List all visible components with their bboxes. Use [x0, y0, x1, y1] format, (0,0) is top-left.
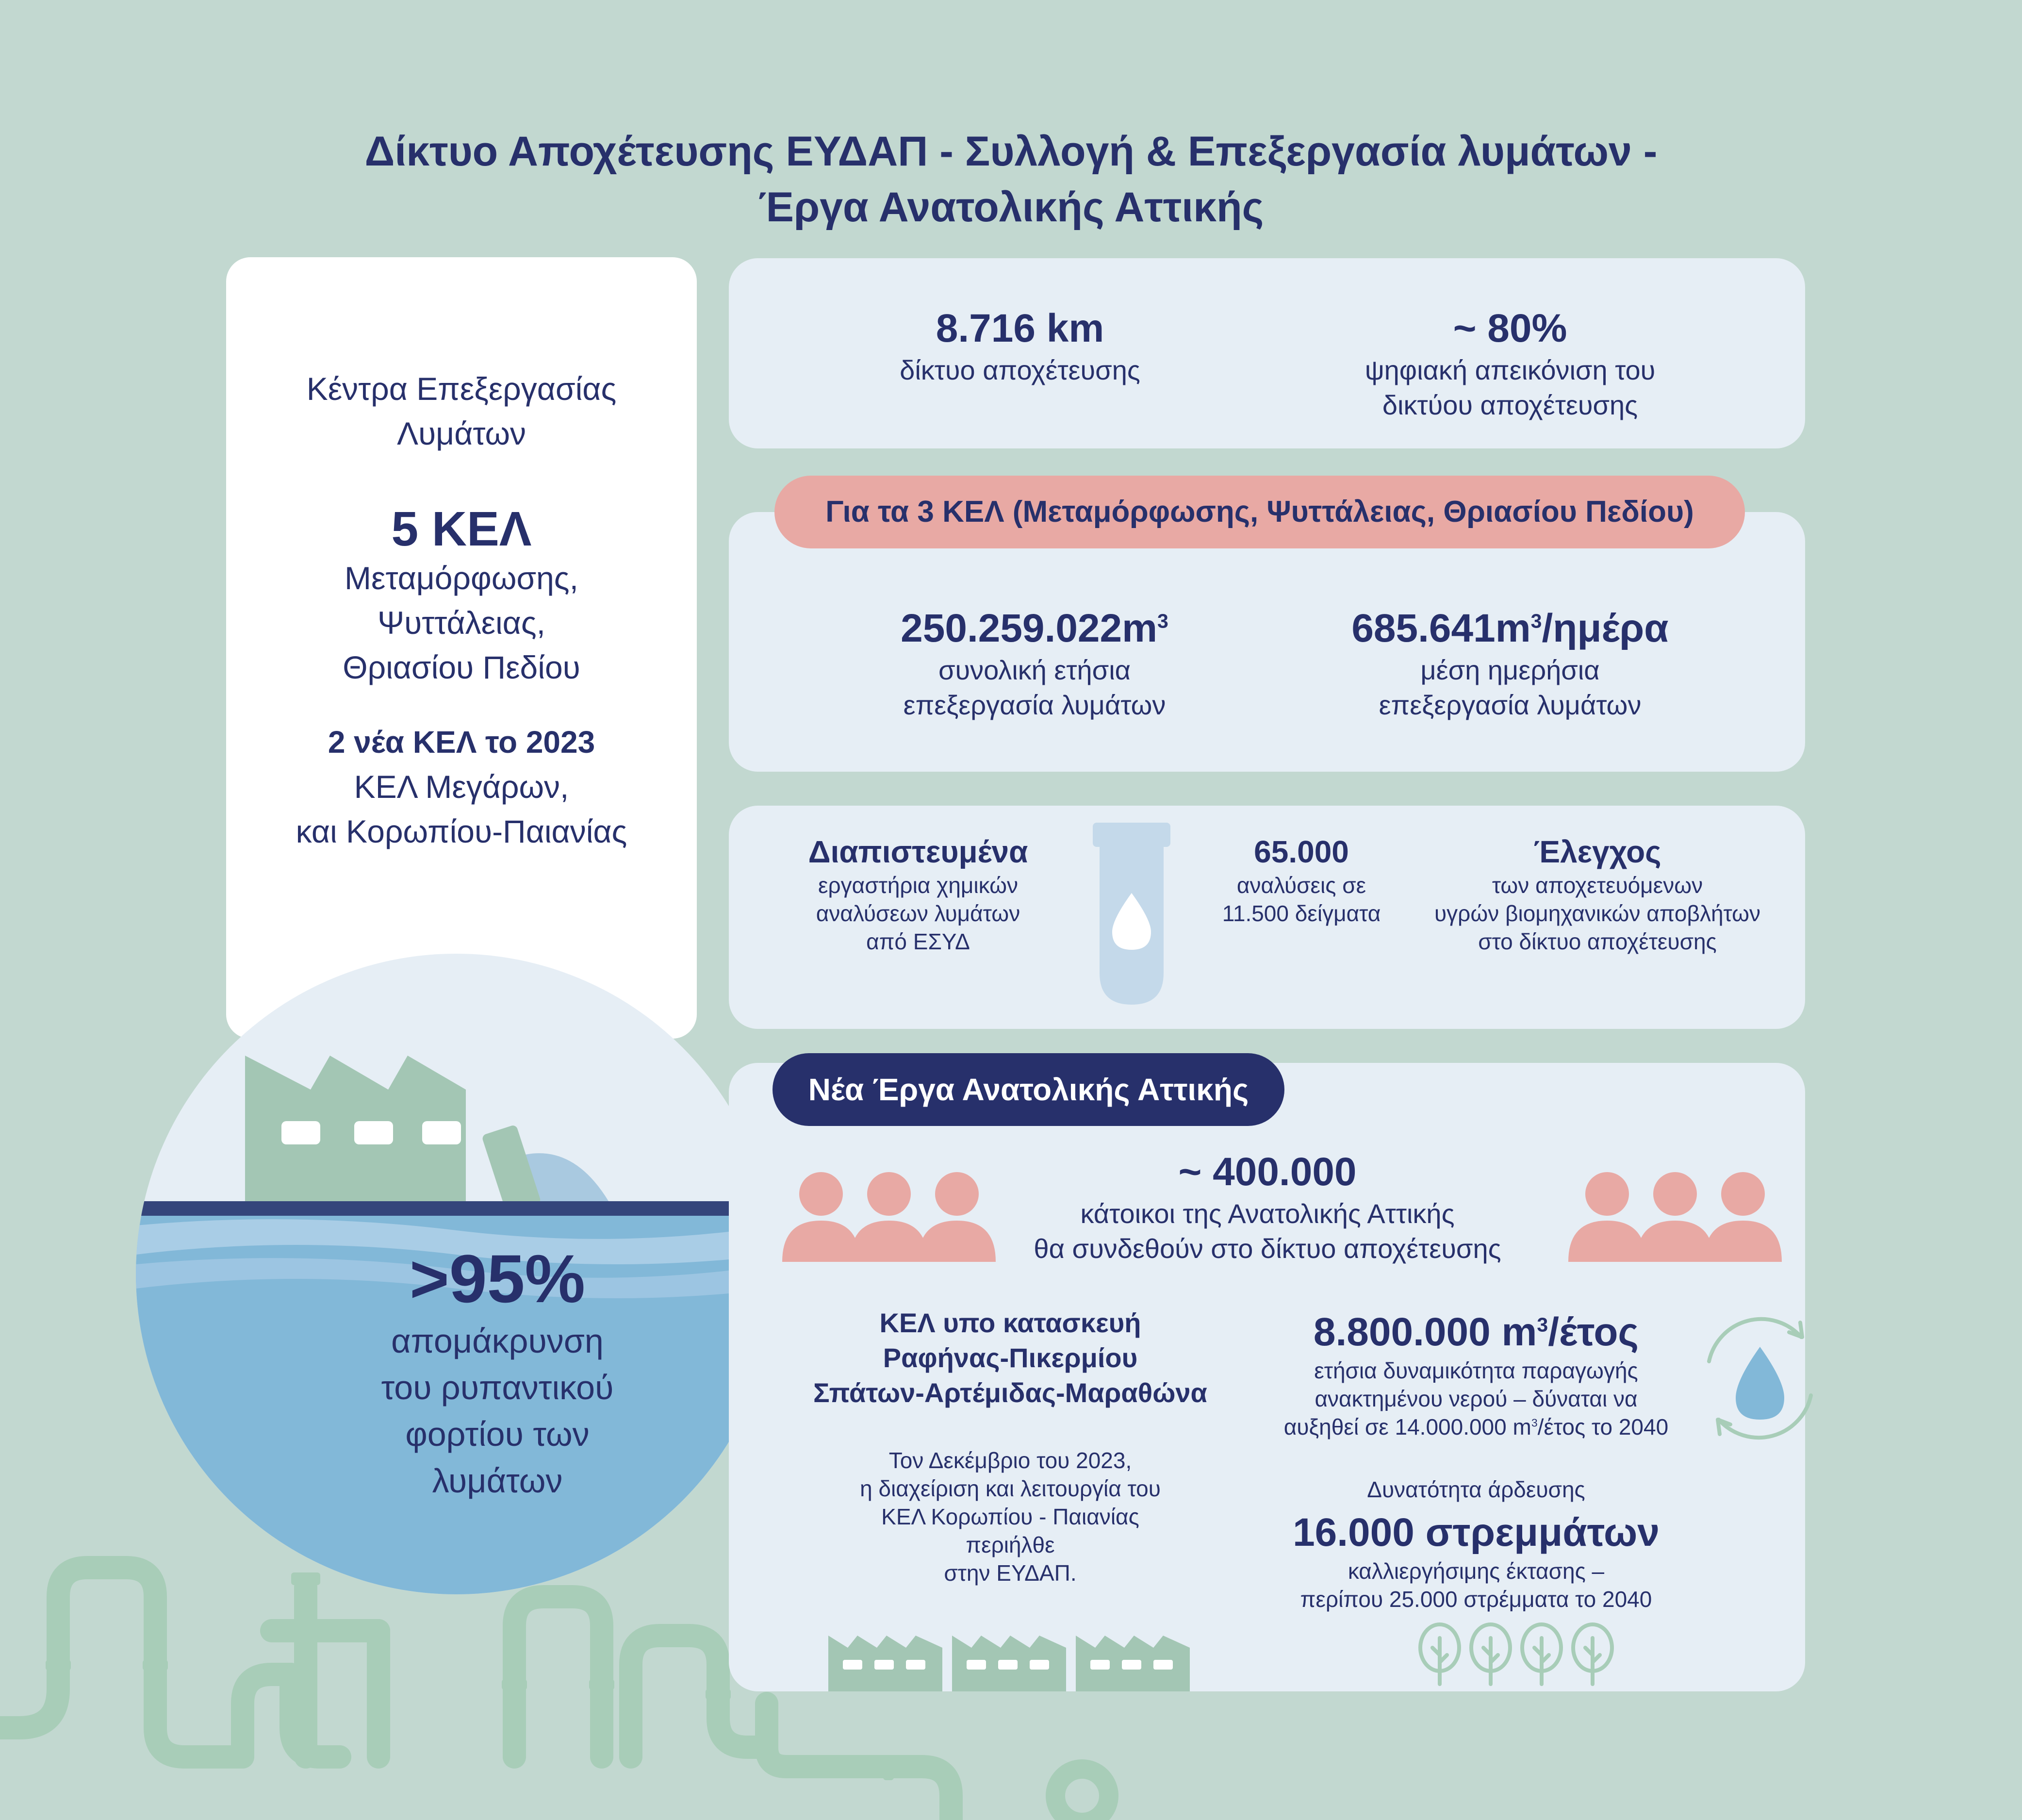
construction-line: ΚΕΛ υπο κατασκευή — [879, 1307, 1141, 1338]
people-icon — [782, 1170, 996, 1262]
recycle-icon — [1690, 1308, 1830, 1449]
irrigation-label: Δυνατότητα άρδευσης — [1367, 1477, 1585, 1502]
residents-value: ~ 400.000 — [1178, 1150, 1357, 1194]
analyses-line: αναλύσεις σε — [1236, 873, 1366, 898]
daily-treatment-stat — [1292, 604, 1728, 723]
east-attica-panel — [729, 1063, 1805, 1691]
daily-treatment-label-line-1: μέση ημερήσια — [1420, 655, 1600, 685]
kel-name: Ψυττάλειας, — [378, 605, 545, 641]
east-attica-pill: Νέα Έργα Ανατολικής Αττικής — [773, 1053, 1284, 1126]
kel-count: 5 ΚΕΛ — [391, 502, 532, 556]
new-kel-names — [226, 764, 697, 854]
control-line: στο δίκτυο αποχέτευσης — [1478, 929, 1717, 954]
water-drop-icon — [1736, 1347, 1784, 1420]
network-length-stat — [826, 304, 1214, 388]
removal-line: του ρυπαντικού — [381, 1369, 614, 1406]
removal-percent: >95% — [410, 1241, 585, 1317]
annual-treatment-stat — [826, 604, 1243, 723]
capacity-line-2: ανακτημένου νερού – δύναται να — [1315, 1386, 1638, 1411]
kel-name: Θριασίου Πεδίου — [343, 649, 580, 685]
kel-name: Μεταμόρφωσης, — [345, 560, 578, 596]
construction-line: Ραφήνας-Πικερμίου — [883, 1342, 1138, 1373]
construction-line: Σπάτων-Αρτέμιδας-Μαραθώνα — [813, 1377, 1207, 1408]
centers-heading-line-1: Κέντρα Επεξεργασίας — [306, 371, 617, 407]
analyses-stat — [1175, 832, 1428, 927]
irrigation-line-2: περίπου 25.000 στρέμματα το 2040 — [1300, 1587, 1652, 1612]
annual-treatment-value: $250.259.022m^3$ — [901, 606, 1168, 650]
december-line: στην ΕΥΔΑΠ. — [944, 1560, 1077, 1586]
network-length-label: δίκτυο αποχέτευσης — [900, 355, 1140, 385]
new-kel-name: και Κορωπίου-Παιανίας — [296, 813, 627, 849]
page-title — [0, 124, 2022, 235]
industrial-control-stat — [1408, 832, 1787, 956]
digital-mapping-label-line-1: ψηφιακή απεικόνιση του — [1364, 355, 1656, 385]
three-kel-panel — [729, 512, 1805, 772]
removal-line: απομάκρυνση — [391, 1322, 604, 1360]
test-tube-icon — [1093, 823, 1170, 1007]
irrigation-line-1: καλλιεργήσιμης έκτασης – — [1348, 1558, 1605, 1584]
title-line-1: Δίκτυο Αποχέτευσης ΕΥΔΑΠ - Συλλογή & Επεξεργασία λυμάτων - — [364, 128, 1658, 175]
network-length-value: 8.716 km — [936, 306, 1104, 350]
accredited-line: αναλύσεων λυμάτων — [816, 901, 1020, 926]
capacity-value: 8.800.000 $m^3$/έτος — [1313, 1310, 1639, 1354]
people-icon — [1568, 1170, 1782, 1262]
kel-names — [226, 556, 697, 690]
capacity-line-3: αυξηθεί σε 14.000.000 $m^3$/έτος το 2040 — [1283, 1414, 1669, 1439]
capacity-line-1: ετήσια δυναμικότητα παραγωγής — [1314, 1358, 1638, 1383]
construction-stat — [768, 1306, 1253, 1410]
residents-line-1: κάτοικοι της Ανατολικής Αττικής — [1080, 1198, 1455, 1229]
accredited-labs-stat — [777, 832, 1059, 956]
control-title: Έλεγχος — [1533, 834, 1661, 869]
centers-heading — [226, 366, 697, 456]
recycled-water-stat — [1263, 1308, 1690, 1441]
annual-treatment-label-line-1: συνολική ετήσια — [938, 655, 1131, 685]
accredited-line: από ΕΣΥΔ — [866, 929, 970, 954]
accredited-line: εργαστήρια χημικών — [818, 873, 1018, 898]
digital-mapping-label-line-2: δικτύου αποχέτευσης — [1382, 390, 1638, 420]
removal-stat — [223, 1240, 772, 1504]
daily-treatment-value: $685.641m^3$/ημέρα — [1351, 606, 1669, 650]
december-line: η διαχείριση και λειτουργία του — [860, 1476, 1161, 1501]
network-panel — [729, 258, 1805, 448]
three-kel-pill: Για τα 3 ΚΕΛ (Μεταμόρφωσης, Ψυττάλειας, Θριασίου Πεδίου) — [774, 476, 1745, 548]
digital-mapping-stat — [1301, 304, 1719, 423]
tree-icon — [1418, 1623, 1622, 1687]
centers-heading-line-2: Λυμάτων — [396, 415, 526, 451]
irrigation-stat — [1263, 1475, 1690, 1613]
annual-treatment-label-line-2: επεξεργασία λυμάτων — [903, 690, 1166, 720]
removal-line: φορτίου των — [405, 1415, 590, 1453]
december-line: περιήλθε — [966, 1532, 1055, 1557]
residents-stat — [996, 1148, 1539, 1266]
treatment-centers-panel — [226, 257, 697, 1039]
december-note — [792, 1446, 1229, 1587]
control-line: των αποχετευόμενων — [1492, 873, 1703, 898]
accredited-title: Διαπιστευμένα — [808, 834, 1028, 869]
december-line: Τον Δεκέμβριο του 2023, — [888, 1448, 1132, 1473]
labs-panel — [729, 806, 1805, 1029]
control-line: υγρών βιομηχανικών αποβλήτων — [1434, 901, 1760, 926]
digital-mapping-value: ~ 80% — [1453, 306, 1567, 350]
analyses-value: 65.000 — [1254, 834, 1349, 869]
title-line-2: Έργα Ανατολικής Αττικής — [758, 184, 1264, 231]
factory-icon — [828, 1626, 1197, 1691]
irrigation-value: 16.000 στρεμμάτων — [1293, 1510, 1660, 1555]
removal-line: λυμάτων — [432, 1462, 563, 1500]
residents-line-2: θα συνδεθούν στο δίκτυο αποχέτευσης — [1034, 1233, 1501, 1264]
analyses-line: 11.500 δείγματα — [1222, 901, 1381, 926]
december-line: ΚΕΛ Κορωπίου - Παιανίας — [881, 1504, 1139, 1529]
new-kel-title: 2 νέα ΚΕΛ το 2023 — [328, 725, 595, 760]
daily-treatment-label-line-2: επεξεργασία λυμάτων — [1379, 690, 1642, 720]
new-kel-name: ΚΕΛ Μεγάρων, — [354, 769, 569, 805]
